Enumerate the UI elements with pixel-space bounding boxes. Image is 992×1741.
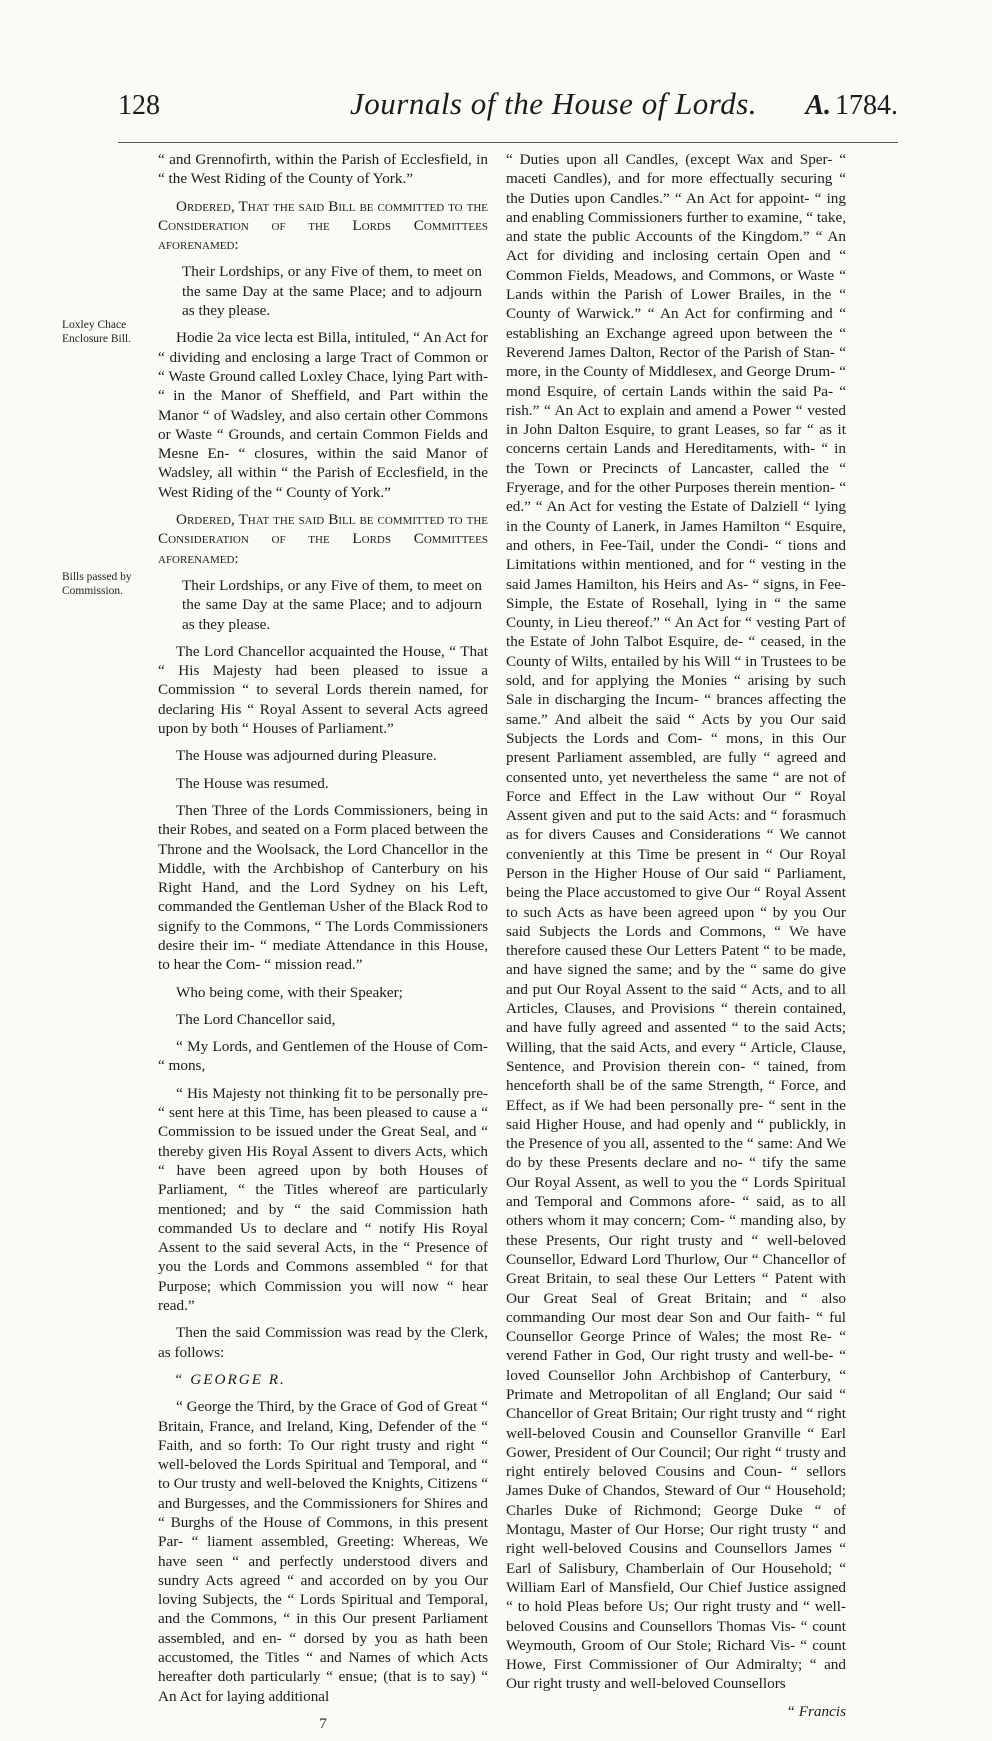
paragraph: “ and Grennofirth, within the Parish of Ecclesfield, in “ the West Riding of the County of York.” — [158, 151, 488, 188]
margin-note: Loxley Chace Enclosure Bill. — [62, 319, 131, 345]
year-prefix: A. — [805, 90, 831, 121]
paragraph: The Lord Chancellor said, — [176, 1010, 336, 1028]
running-header — [118, 86, 898, 132]
right-column — [506, 150, 846, 1729]
catchword: “ Francis — [786, 1702, 846, 1720]
year-value: 1784. — [835, 90, 898, 121]
year — [805, 90, 898, 122]
proviso-paragraph: Their Lordships, or any Five of them, to meet on the same Day at the same Place; and to adjourn as they please. — [182, 263, 482, 320]
proviso-paragraph: Their Lordships, or any Five of them, to meet on the same Day at the same Place; and to adjourn as they please. — [182, 576, 482, 633]
commission-text: “ George the Third, by the Grace of God of Great “ Britain, France, and Ireland, King, Defender of the “ Faith, and so forth: To Our right trusty and right “ well-beloved the Lords Spiritual and Temporal, and “ to Our trusty and well-beloved the Knights, Citizens “ and Burgesses, and the Commissioners for Shires and “ Burghs of the House of Commons, in this present Par- “ liament assembled, Greeting: Whereas, We have seen “ and perfectly understood divers and sundry Acts agreed “ and accorded on by you Our loving Subjects, the “ Lords Spiritual and Temporal, and the Commons, “ in this Our present Parliament assembled, and en- “ dorsed by you as hath been accustomed, the Titles “ and Names of which Acts hereafter doth particularly “ ensue; (that is to say) “ An Act for laying additional — [158, 1398, 488, 1705]
header-rule — [118, 142, 898, 143]
margin-note: Bills passed by Commission. — [62, 571, 132, 597]
paragraph: “ His Majesty not thinking fit to be personally pre- “ sent here at this Time, has been pleased to cause a “ Commission to be issued under the Great Seal, and “ thereby given His Royal Assent to divers Acts, which “ have been agreed upon by both Houses of Parliament, “ the Titles whereof are particularly mentioned; and by “ the said Commission hath commanded Us to declare and “ notify His Royal Assent to the said several Acts, in the “ Presence of you the Lords and Commons assembled “ for that Purpose; which Commission you will now “ hear read.” — [158, 1084, 488, 1315]
commission-text-continued: “ Duties upon all Candles, (except Wax and Sper- “ maceti Candles), and for more effectually securing “ the Duties upon Candles.” “ An Act for appoint- “ ing and enabling Commissioners further to examine, “ take, and state the public Accounts of the Kingdom.” “ An Act for dividing and inclosing certain Open and “ Common Fields, Meadows, and Commons, or Waste “ Lands within the Parish of Lower Brailes, in the “ County of Warwick.” “ An Act for confirming and “ establishing an Exchange agreed upon between the “ Reverend James Dalton, Rector of the Parish of Stan- “ more, in the County of Middlesex, and George Drum- “ mond Esquire, of certain Lands within the said Pa- “ rish.” “ An Act to explain and amend a Power “ vested in John Dalton Esquire, to grant Leases, so far “ as it concerns certain Lands and Hereditaments, with- “ in the Town or Precincts of Lancaster, called the “ Fryerage, and for the other Purposes therein mention- “ ed.” “ An Act for vesting the Estate of Dalziell “ lying in the County of Lanerk, in James Hamilton “ Esquire, and others, in Fee-Tail, under the Condi- “ tions and Limitations within mentioned, and for “ vesting in the said James Hamilton, his Heirs and As- “ signs, in Fee-Simple, the Estate of Rosehall, lying in “ the same County, in Lieu thereof.” “ An Act for “ vesting Part of the Estate of John Talbot Esquire, de- “ ceased, in the County of Wilts, entailed by his Will “ in Trustees to be sold, and for applying the Monies “ arising by such Sale in discharging the Incum- “ brances affecting the same.” And albeit the said “ Acts by you Our said Subjects the Lords and Com- “ mons, in this Our present Parliament assembled, are fully “ agreed and consented unto, yet nevertheless the same “ are not of Force and Effect in the Law without Our “ Royal Assent given and put to the said Acts: and “ forasmuch as for divers Causes and Considerations “ We cannot conveniently at this Time be present in “ Our Royal Person in the Higher House of Our said “ Parliament, being the Place accustomed to give Our “ Royal Assent to such Acts as have been agreed upon “ by you Our said Subjects the Lords and Commons, “ We have therefore caused these Our Letters Patent “ to be made, and have signed the same; and by the “ same do give and put Our Royal Assent to the said “ Acts, and to all Articles, Clauses, and Provisions “ therein contained, and have fully agreed and assented “ to the said Acts; Willing, that the said Acts, and every “ Article, Clause, Sentence, and Provision therein con- “ tained, from henceforth shall be of the same Strength, “ Force, and Effect, as if We had been personally pre- “ sent in the said Higher House, and had openly and “ publickly, in the Presence of you all, assented to the “ same: And We do by these Presents declare and no- “ tify the same Our Royal Assent, as well to you the “ Lords Spiritual and Temporal and Commons afore- “ said, as to all others whom it may concern; Com- “ manding also, by these Presents, Our right trusty and “ well-beloved Counsellor, Edward Lord Thurlow, Our “ Chancellor of Great Britain, to seal these Our Letters “ Patent with Our Great Seal of Great Britain; and “ also commanding Our most dear Son and Our faith- “ ful Counsellor George Prince of Wales; the most Re- “ verend Father in God, Our right trusty and well-be- “ loved Counsellor John Archbishop of Canterbury, “ Primate and Metropolitan of all England; Our said “ Chancellor of Great Britain; Our right trusty and “ right well-beloved Cousin and Counsellor Granville “ Earl Gower, President of Our Council; Our right “ trusty and right entirely beloved Cousins and Coun- “ sellors James Duke of Chandos, Steward of Our “ Household; Charles Duke of Richmond; George Duke “ of Montagu, Master of Our Horse; Our right trusty “ and right well-beloved Cousins and Counsellors James “ Earl of Salisbury, Chamberlain of Our Household; “ William Earl of Mansfield, Our Chief Justice assigned “ to hold Pleas before Us; Our right trusty and “ well-beloved Cousins and Counsellors Thomas Vis- “ count Weymouth, Groom of Our Stole; Richard Vis- “ count Howe, First Commissioner of Our Admiralty; “ and Our right trusty and well-beloved Counsellors — [506, 151, 846, 1693]
paragraph: Hodie 2a vice lecta est Billa, intituled, “ An Act for “ dividing and enclosing a large Tract of Common or “ Waste Ground called Loxley Chace, lying Part with- “ in the Manor of Sheffield, and Part within the Manor “ of Wadsley, and also certain other Commons or Waste “ Grounds, and certain Common Fields and Mesne En- “ closures, within the said Manor of Wadsley, all within “ the Parish of Ecclesfield, in the West Riding of the “ County of York.” — [158, 329, 488, 501]
order-paragraph: Ordered, That the said Bill be committed to the Consideration of the Lords Committees aforenamed: — [158, 197, 488, 254]
running-title: Journals of the House of Lords. — [350, 86, 758, 121]
paragraph: “ My Lords, and Gentlemen of the House of Com- “ mons, — [158, 1038, 488, 1075]
paragraph: The House was resumed. — [176, 774, 329, 792]
signature-mark: 7 — [319, 1714, 327, 1732]
paragraph: Then Three of the Lords Commissioners, being in their Robes, and seated on a Form placed between the Throne and the Woolsack, the Lord Chancellor in the Middle, with the Archbishop of Canterbury on his Right Hand, and the Lord Sydney on his Left, commanded the Gentleman Usher of the Black Rod to signify to the Commons, “ The Lords Commissioners desire their im- “ mediate Attendance in this House, to hear the Com- “ mission read.” — [158, 801, 488, 974]
order-paragraph: Ordered, That the said Bill be committed to the Consideration of the Lords Committees aforenamed: — [158, 511, 488, 567]
page-number: 128 — [118, 90, 160, 121]
paragraph: Who being come, with their Speaker; — [176, 983, 403, 1001]
paragraph: The House was adjourned during Pleasure. — [176, 747, 437, 765]
paragraph: The Lord Chancellor acquainted the House, “ That “ His Majesty had been pleased to issue a Commission “ to several Lords therein named, for declaring His “ Royal Assent to several Acts agreed upon by both “ Houses of Parliament.” — [158, 642, 488, 738]
paragraph: Then the said Commission was read by the Clerk, as follows: — [158, 1324, 488, 1361]
left-column — [158, 150, 488, 1741]
commission-heading: “ GEORGE R. — [174, 1370, 286, 1388]
